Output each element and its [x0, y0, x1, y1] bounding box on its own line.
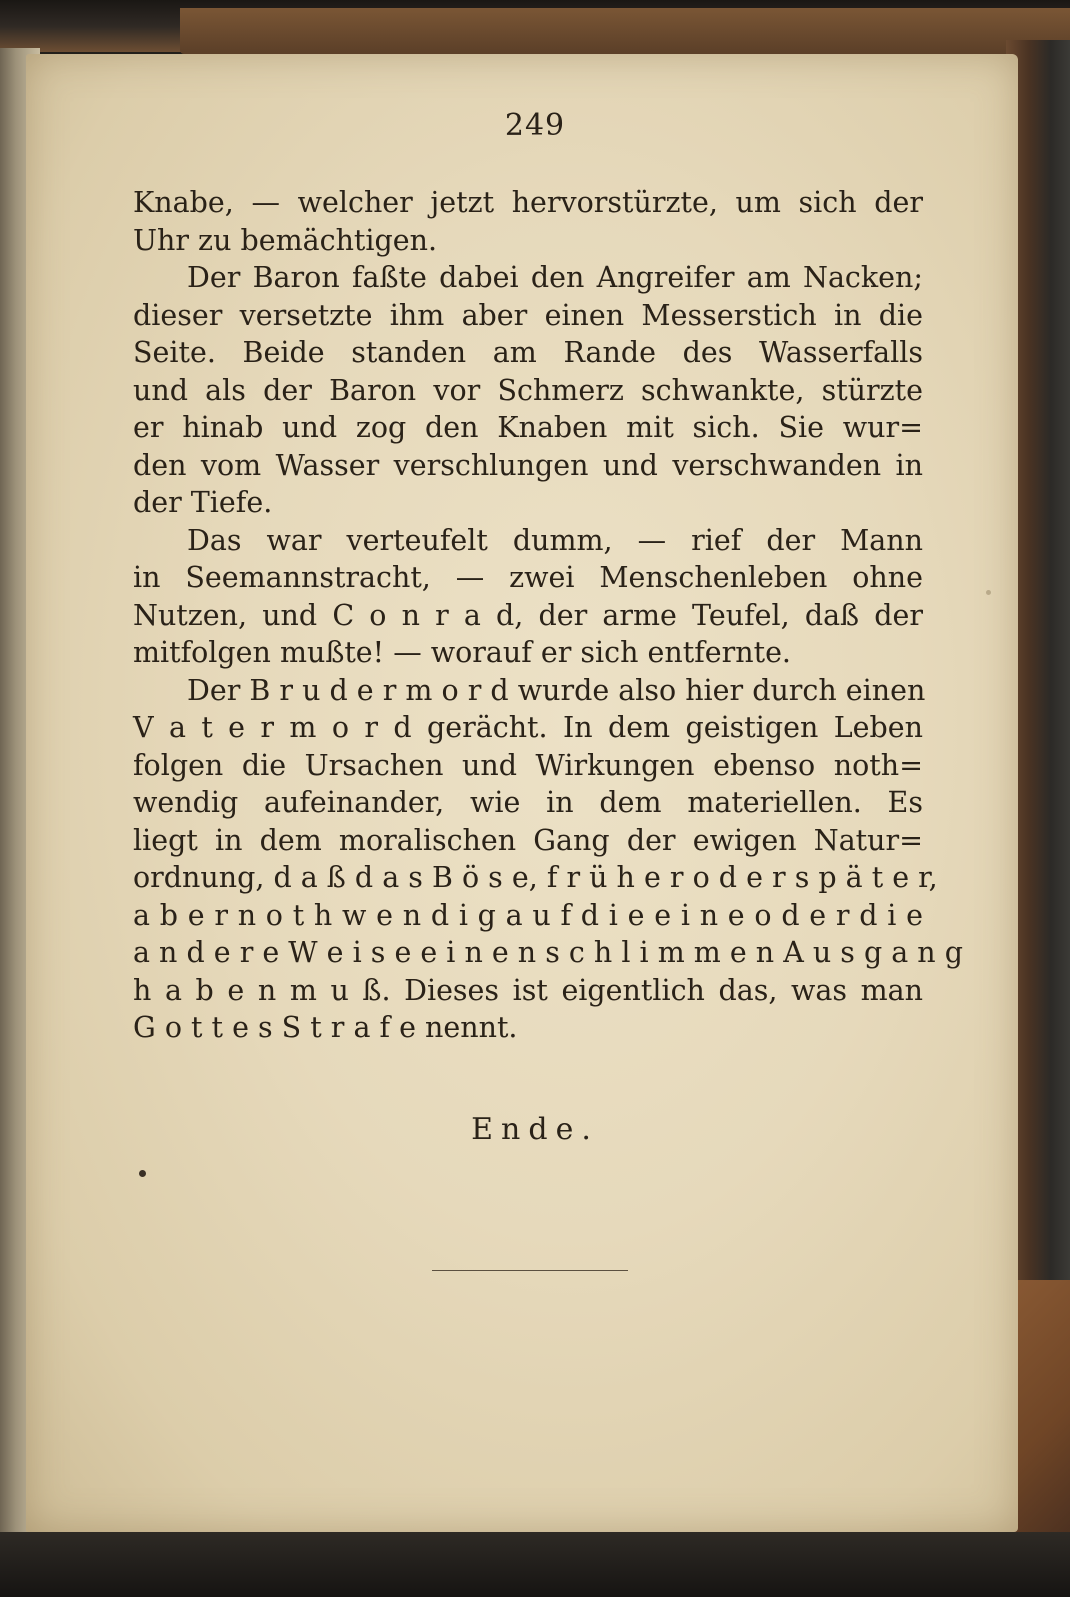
text-line: V a t e r m o r d gerächt. In dem geistigen Leben [133, 711, 923, 744]
text-line: a b e r n o t h w e n d i g a u f d i e e i n e o d e r d i e [133, 898, 923, 932]
text-line: folgen die Ursachen und Wirkungen ebenso noth= [133, 748, 923, 782]
text-line: er hinab und zog den Knaben mit sich. Sie wur= [133, 411, 923, 444]
paper-speck [139, 1170, 146, 1177]
text-line: wendig aufeinander, wie in dem materiellen. Es [133, 786, 923, 819]
page-number: 249 [504, 108, 566, 143]
text-line: liegt in dem moralischen Gang der ewigen Natur= [133, 823, 923, 857]
text-line: G o t t e s S t r a f e nennt. [133, 1011, 518, 1044]
book-cover-top-edge [180, 8, 1070, 54]
paper-speck [986, 590, 991, 595]
text-line: mitfolgen mußte! — worauf er sich entfernte. [133, 636, 791, 669]
scan-bottom-band [0, 1532, 1070, 1597]
text-line: ordnung, d a ß d a s B ö s e, f r ü h e r o d e r s p ä t e r, [133, 861, 938, 894]
text-line: a n d e r e W e i s e e i n e n s c h l i m m e n A u s g a n g [133, 936, 963, 969]
text-line: und als der Baron vor Schmerz schwankte, stürzte [133, 373, 923, 407]
text-line: h a b e n m u ß. Dieses ist eigentlich das, was man [133, 973, 923, 1007]
text-line: Der Baron faßte dabei den Angreifer am Nacken; [187, 261, 923, 294]
closing-rule [432, 1270, 628, 1271]
text-line: Der B r u d e r m o r d wurde also hier durch einen [187, 673, 926, 707]
text-line: in Seemannstracht, — zwei Menschenleben ohne [133, 561, 923, 594]
body-text [133, 184, 963, 1047]
text-line: den vom Wasser verschlungen und verschwanden in [133, 448, 923, 482]
text-line: Seite. Beide standen am Rande des Wasserfalls [133, 336, 923, 369]
text-line: der Tiefe. [133, 486, 273, 519]
text-line: Knabe, — welcher jetzt hervorstürzte, um sich der [133, 186, 923, 219]
text-line: Uhr zu bemächtigen. [133, 223, 438, 257]
ending-text: Ende. [471, 1112, 599, 1147]
text-line: Nutzen, und C o n r a d, der arme Teufel, daß der [133, 598, 923, 632]
text-line: Das war verteufelt dumm, — rief der Mann [187, 523, 923, 557]
text-line: dieser versetzte ihm aber einen Messerstich in die [133, 298, 923, 332]
